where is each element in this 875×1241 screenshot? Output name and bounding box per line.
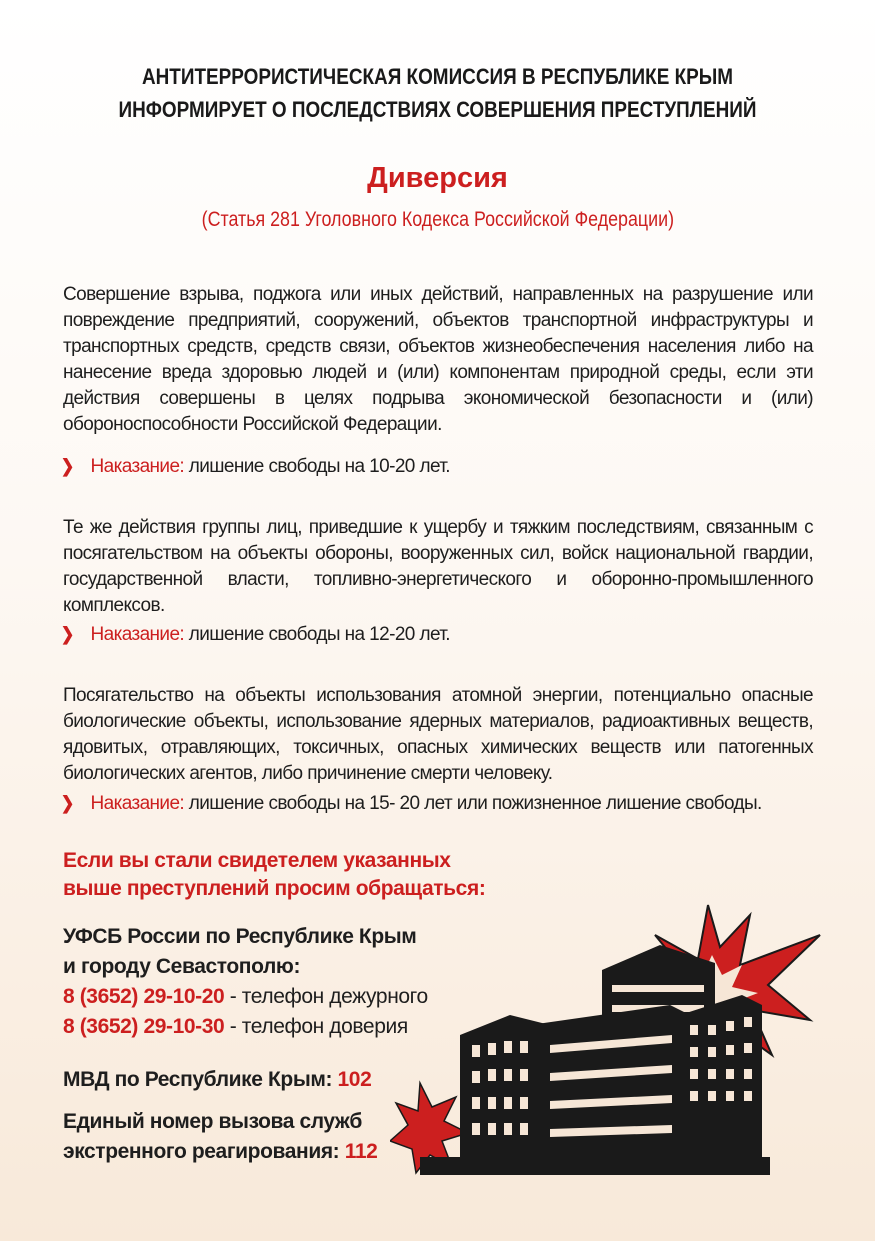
page-subtitle bbox=[0, 208, 875, 232]
emergency-contact bbox=[63, 1107, 377, 1167]
contact-intro-line-1: Если вы стали свидетелем указанных bbox=[63, 849, 451, 872]
phone-trust-number[interactable]: 8 (3652) 29-10-30 bbox=[63, 1015, 225, 1038]
fsb-line-2: и городу Севастополю: bbox=[63, 955, 301, 978]
phone-trust-desc: - телефон доверия bbox=[224, 1015, 408, 1038]
page-title: Диверсия bbox=[367, 162, 508, 194]
left-building bbox=[460, 1015, 550, 1175]
penalty-label: Наказание: bbox=[90, 793, 185, 814]
header-line-2: ИНФОРМИРУЕТ О ПОСЛЕДСТВИЯХ СОВЕРШЕНИЯ ПРЕСТУПЛЕНИЙ bbox=[118, 97, 757, 122]
mvd-number[interactable]: 102 bbox=[337, 1068, 372, 1091]
section-3-text: Посягательство на объекты использования атомной энергии, потенциально опасные биологические объекты, использование ядерных материалов, радиоактивных веществ, ядовитых, отравляющих, токсичных, опасных химических веществ или патогенных биологических агентов, либо причинение смерти человеку. bbox=[63, 685, 813, 784]
penalty-text: лишение свободы на 12-20 лет. bbox=[188, 624, 450, 645]
middle-building bbox=[530, 1005, 690, 1175]
section-2-penalty bbox=[60, 624, 450, 646]
chevron-right-icon: ❯ bbox=[60, 793, 74, 813]
mvd-label: МВД по Республике Крым: bbox=[63, 1068, 338, 1091]
exploding-building-illustration bbox=[390, 875, 830, 1175]
header bbox=[40, 60, 835, 126]
section-1-penalty bbox=[60, 456, 450, 478]
phone-duty-number[interactable]: 8 (3652) 29-10-20 bbox=[63, 985, 225, 1008]
phone-duty-desc: - телефон дежурного bbox=[224, 985, 428, 1008]
fsb-contacts bbox=[63, 922, 428, 1042]
penalty-label: Наказание: bbox=[90, 624, 185, 645]
section-3-penalty bbox=[60, 793, 762, 815]
penalty-text: лишение свободы на 10-20 лет. bbox=[188, 456, 450, 477]
penalty-text: лишение свободы на 15- 20 лет или пожизненное лишение свободы. bbox=[188, 793, 762, 814]
contact-intro-line-2: выше преступлений просим обращаться: bbox=[63, 877, 486, 900]
emergency-label: экстренного реагирования: bbox=[63, 1140, 345, 1163]
section-2-text: Те же действия группы лиц, приведшие к ущербу и тяжким последствиям, связанным с посягательством на объекты обороны, вооруженных сил, войск национальной гвардии, государственной власти, топливно-энергетического и оборонно-промышленного комплексов. bbox=[63, 517, 813, 616]
phone-duty bbox=[63, 982, 428, 1012]
penalty-label: Наказание: bbox=[90, 456, 185, 477]
mvd-contact bbox=[63, 1065, 371, 1095]
emergency-line-2 bbox=[63, 1137, 377, 1167]
phone-trust bbox=[63, 1012, 428, 1042]
subtitle-text: (Статья 281 Уголовного Кодекса Российской Федерации) bbox=[201, 208, 674, 231]
emergency-number[interactable]: 112 bbox=[344, 1140, 378, 1163]
section-1-text: Совершение взрыва, поджога или иных действий, направленных на разрушение или повреждение предприятий, сооружений, объектов транспортной инфраструктуры и транспортных средств, средств связи, объектов жизнеобеспечения населения либо на нанесение вреда здоровью людей и (или) компонентам природной среды, если эти действия совершены в целях подрыва экономической безопасности и (или) обороноспособности Российской Федерации. bbox=[63, 284, 813, 435]
ground bbox=[420, 1157, 770, 1175]
chevron-right-icon: ❯ bbox=[60, 624, 74, 644]
emergency-line-1: Единый номер вызова служб bbox=[63, 1110, 362, 1133]
chevron-right-icon: ❯ bbox=[60, 456, 74, 476]
fsb-line-1: УФСБ России по Республике Крым bbox=[63, 925, 417, 948]
header-line-1: АНТИТЕРРОРИСТИЧЕСКАЯ КОМИССИЯ В РЕСПУБЛИКЕ КРЫМ bbox=[141, 64, 734, 89]
